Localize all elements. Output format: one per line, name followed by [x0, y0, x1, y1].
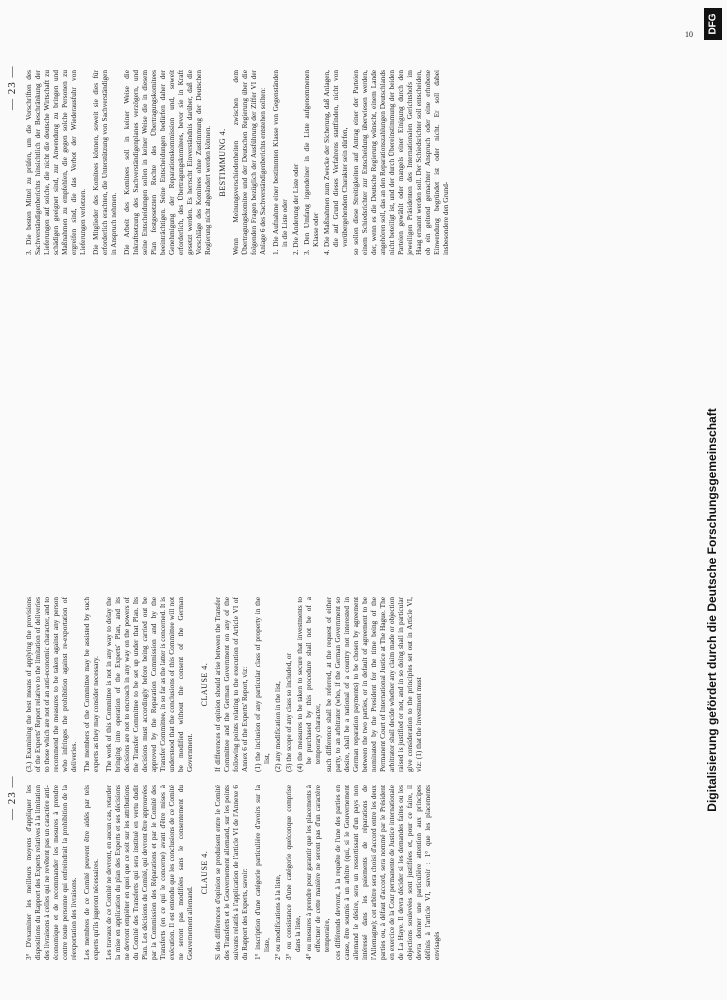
digitization-credit	[698, 220, 726, 1000]
fr-paragraph-3: Les travaux de ce Comité ne devront, en aucun cas, retarder la mise en application du plan des Experts et ses décisions ne devront empiéter en quoi que ce soit sur les attributions du Comité des Transferts qui sera institué en vertu dudit Plan. Les décisions du Comité, qui devront être approuvées par la Commission des Réparations et par le Comité des Transferts (en ce qui le concerne) avant d'être mises à exécution. Il est entendu que les conclusions de ce Comité ne seront pas modifiées sans le consentement du Gouvernement allemand.	[104, 785, 194, 960]
en-paragraph-4: If differences of opinion should arise between the Transfer Committee and the German Government on any of the following points relating to the execution of Article VI of Annex 6 of the Experts' Report, viz:	[213, 597, 249, 772]
en-list-item: (1) the inclusion of any particular class of property in the list,	[253, 597, 271, 772]
left-page-number: — 23 —	[6, 775, 18, 820]
en-clause-heading: CLAUSE 4.	[200, 662, 209, 707]
de-list-item: 1. Die Aufnahme einer bestimmten Klasse von Gegenständen in die Liste oder	[271, 70, 289, 255]
dfg-logo	[704, 8, 722, 40]
digitization-credit-text: Digitalisierung gefördert durch die Deutsche Forschungsgemeinschaft	[705, 408, 719, 812]
de-list-item: 2. Die Änderung der Liste oder	[291, 163, 300, 255]
en-list-item: (3) the scope of any class so included, or	[284, 653, 293, 772]
de-paragraph-5: so sollen diese Streitigkeiten auf Antrag einer der Parteien einem Schiedsrichter zur Entscheidung überwiesen werden, der, wenn es die Deutsche Regierung wünscht, einem Lande angehören soll, das an den Reparationszahlungen Deutschlands nicht beteiligt ist, und der durch Übereinstimmung der beiden Parteien gewählt oder mangels einer Einigung durch den jeweiligen Präsidenten des Internationalen Gerichtshofs im Haag ernannt werden soll. Der Schiedsrichter soll entscheiden, ob ein geltend gemachter Anspruch oder eine erhobene Einwendung begründet ist oder nicht. Er soll dabei insbesondere den Grund-	[351, 69, 450, 255]
english-column	[24, 597, 427, 772]
german-column	[24, 70, 454, 255]
de-paragraph-4: Wenn Meinungsverschiedenheiten zwischen dem Übertragungskomitee und der Deutschen Regierung über die folgenden Fragen bezüglich der Ausführung der Ziffer VI der Anlage 6 des Sachverständigenberichts entstehen sollten:	[231, 70, 267, 255]
en-paragraph-5: such difference shall be referred, at the request of either party, to an arbitrator (who, if the German Government so desire, shall be a national of a country not interested in German reparation payments) to be chosen by agreement between the two parties, or in default of agreement to be nominated by the President for the time being of the Permanent Court of International Justice at The Hague. The arbitrator shall decide whether any claim made or objection raised is justified or not, and in so doing shall in particular give consideration to the principles set out in Article VI, viz: (1) that the investment must	[324, 597, 423, 772]
right-page-number: — 23 —	[6, 65, 18, 110]
de-paragraph-2: Die Mitglieder des Komitees können, soweit sie dies für erforderlich erachten, die Unterstützung von Sachverständigen in Anspruch nehmen.	[91, 70, 118, 255]
fr-list-item: 4° ou mesures à prendre pour garantir que les placements à effectuer de cette manière ne seront pas d'un caractère temporaire,	[304, 785, 331, 960]
folio-number: 10	[685, 30, 693, 39]
en-list-item: (2) any modification in the list,	[273, 681, 282, 772]
fr-paragraph-1: 3° D'examiner les meilleurs moyens d'appliquer les dispositions du Rapport des Experts relatives à la limitation des livraisons à celles qui ne revêtent pas un caractère anti-économique et de recommander les mesures à prendre contre toute personne qui enfreindrait la prohibition de la réexportation des livraisons.	[24, 785, 78, 960]
fr-paragraph-4: Si des différences d'opinion se produisent entre le Comité des Transferts et le Gouvernement allemand, sur les points suivants relatifs à l'application de l'article VI de l'Annexe 6 du Rapport des Experts, savoir:	[213, 785, 249, 960]
fr-list-item: 2° ou modifications à la liste,	[273, 874, 282, 960]
de-list-item: 4. Die Maßnahmen zum Zwecke der Sicherung, daß Anlagen, die auf Grund dieses Verfahrens stattfinden, nicht von vorübergehendem Charakter sein dürfen,	[322, 70, 349, 255]
en-paragraph-2: The members of the Committee may be assisted by such experts as they may consider necessary.	[82, 597, 100, 772]
de-paragraph-3: Die Arbeit des Komitees soll in keiner Weise die Inkraftsetzung des Sachverständigenplanes verzögern, und seine Entscheidungen sollen in keiner Weise die in diesem Plan festgesetzten Rechte des Übertragungskomitees beeinträchtigen. Seine Entscheidungen bedürfen daher der Genehmigung der Reparationskommission und, soweit erforderlich, des Übertragungskomitees, bevor sie in Kraft gesetzt werden. Es herrscht Einverständnis darüber, daß die Vorschläge des Komitees ohne Zustimmung der Deutschen Regierung nicht abgeändert werden können.	[122, 70, 212, 255]
en-paragraph-1: (3.) Examining the best means of applying the provisions of the Experts' Report relative to the limitation of deliveries to those which are not of an anti-economic character, and to recommend the measures to be taken against any person who infringes the prohibition against re-exportation of deliveries.	[24, 597, 78, 772]
de-clause-heading: BESTIMMUNG 4.	[218, 128, 227, 197]
dfg-logo-text: DFG	[707, 13, 719, 35]
de-list-item: 3. Den Umfang irgendeiner in die Liste aufgenommenen Klasse oder	[302, 70, 320, 255]
de-paragraph-1: 3. Die besten Mittel zu prüfen, um die Vorschriften des Sachverständigenberichts hinsichtlich der Beschränkung der Lieferungen auf solche, die nicht die deutsche Wirtschaft zu schädigen geeignet sind, zur Anwendung zu bringen und Maßnahmen zu empfehlen, die gegen solche Personen zu ergreifen sind, die das Verbot der Wiederausfuhr von Lieferungen verletzen.	[24, 70, 87, 255]
en-paragraph-3: The work of this Committee is not in any way to delay the bringing into operation of the Experts' Plan, and its decisions are not to encroach in any way on the powers of the Transfer Committee to be set up under that Plan. Its decisions must accordingly before being carried out be approved by the Reparation Commission and by the Transfer Committee, in so far as the latter is concerned. It is understood that the conclusions of this Committee will not be modified without the consent of the German Government.	[104, 596, 194, 772]
fr-list-item: 3° ou consistance d'une catégorie quelconque comprise dans la liste,	[284, 785, 302, 960]
fr-paragraph-5: ces différends devront, à la requête de l'une des parties en cause, être soumis à un arbitre (qui, si le Gouvernement allemand le désire, sera un ressortissant d'un pays non intéressé dans les paiements de réparations de l'Allemagne); cet arbitre sera choisi d'accord entre les deux parties ou, à défaut d'accord, sera nommé par le Président en exercice de la Cour permanente de Justice internationale de La Haye. Il devra décider si les demandes faites ou les objections soulevées sont justifiées et, pour ce faire, il devra donner une particulière attention aux principes définis à l'article VI, savoir : 1° que les placements envisagés	[333, 785, 441, 960]
en-list-item: (4) the measures to be taken to secure that investments to be purchased by this procedure shall not be of a temporary character,	[295, 597, 322, 772]
fr-clause-heading: CLAUSE 4.	[200, 850, 209, 895]
french-column	[24, 785, 445, 960]
fr-paragraph-2: Les membres de ce Comité peuvent être aidés par tels experts qu'ils jugeront nécessaires.	[82, 785, 100, 960]
fr-list-item: 1° inscription d'une catégorie particulière d'avoirs sur la liste,	[253, 785, 271, 960]
